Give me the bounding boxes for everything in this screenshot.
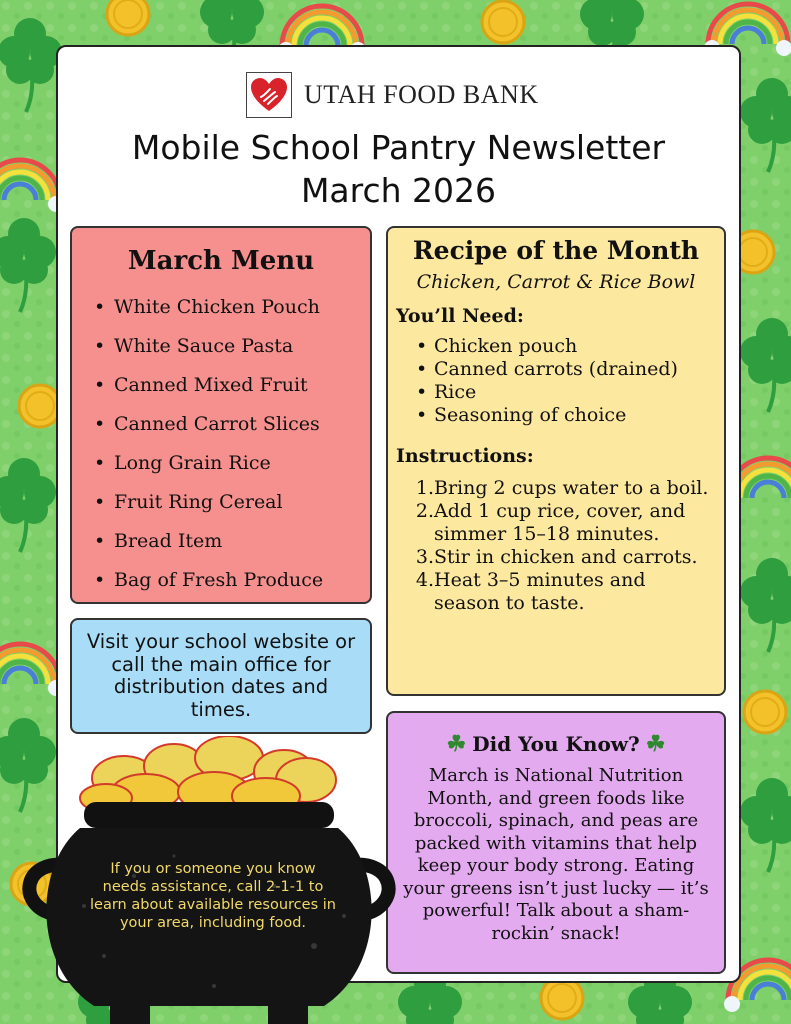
- list-item: • Long Grain Rice: [114, 444, 370, 483]
- heart-hand-icon: [246, 72, 292, 118]
- list-item: • Fruit Ring Cereal: [114, 483, 370, 522]
- shamrock-icon: ☘: [446, 731, 467, 757]
- list-item: • Canned Carrot Slices: [114, 405, 370, 444]
- instructions-list: [388, 477, 724, 615]
- step-text: Bring 2 cups water to a boil.: [434, 477, 709, 499]
- instructions-heading: Instructions:: [396, 445, 534, 467]
- menu-panel: [70, 226, 372, 604]
- logo-text: UTAH FOOD BANK: [304, 80, 539, 109]
- list-item: • White Sauce Pasta: [114, 327, 370, 366]
- list-item: • White Chicken Pouch: [114, 288, 370, 327]
- step-text: Add 1 cup rice, cover, and simmer 15–18 minutes.: [434, 500, 686, 545]
- menu-title: March Menu: [127, 246, 315, 276]
- list-item: • Chicken pouch: [434, 335, 724, 358]
- list-item: [388, 500, 724, 546]
- step-text: Stir in chicken and carrots.: [434, 546, 698, 568]
- did-you-know-text: March is National Nutrition Month, and green foods like broccoli, spinach, and peas are packed with vitamins that help keep your body strong. Eating your greens isn’t just lucky — it’s powerful! Talk about a sham-rockin’ snack!: [403, 765, 709, 944]
- step-number: 2.: [415, 500, 434, 522]
- visit-panel: [70, 618, 372, 734]
- list-item: [388, 477, 724, 500]
- list-item: • Bread Item: [114, 522, 370, 561]
- ingredients-heading: You’ll Need:: [396, 305, 524, 327]
- page-title: Mobile School Pantry Newsletter: [131, 128, 666, 167]
- recipe-title: Recipe of the Month: [412, 236, 700, 265]
- list-item: • Bag of Fresh Produce: [114, 561, 370, 600]
- recipe-dish: Chicken, Carrot & Rice Bowl: [416, 271, 696, 293]
- did-you-know-panel: [386, 711, 726, 974]
- list-item: • Rice: [434, 381, 724, 404]
- step-number: 3.: [415, 546, 434, 568]
- page-subtitle: March 2026: [300, 171, 497, 210]
- did-you-know-title: Did You Know?: [472, 732, 640, 756]
- menu-list: [72, 288, 370, 600]
- did-you-know-heading: [388, 731, 724, 757]
- shamrock-icon: ☘: [645, 731, 666, 757]
- pot-text: If you or someone you know needs assistance, call 2-1-1 to learn about available resources in your area, including food.: [90, 861, 336, 931]
- visit-text: Visit your school website or call the main office for distribution dates and times.: [86, 630, 356, 721]
- list-item: • Canned Mixed Fruit: [114, 366, 370, 405]
- step-number: 1.: [415, 477, 434, 499]
- logo: [246, 70, 566, 120]
- ingredients-list: [388, 335, 724, 427]
- step-number: 4.: [415, 569, 434, 591]
- list-item: [388, 569, 724, 615]
- list-item: [388, 546, 724, 569]
- recipe-panel: [386, 226, 726, 696]
- list-item: • Canned carrots (drained): [434, 358, 724, 381]
- list-item: • Seasoning of choice: [434, 404, 724, 427]
- step-text: Heat 3–5 minutes and season to taste.: [434, 569, 646, 614]
